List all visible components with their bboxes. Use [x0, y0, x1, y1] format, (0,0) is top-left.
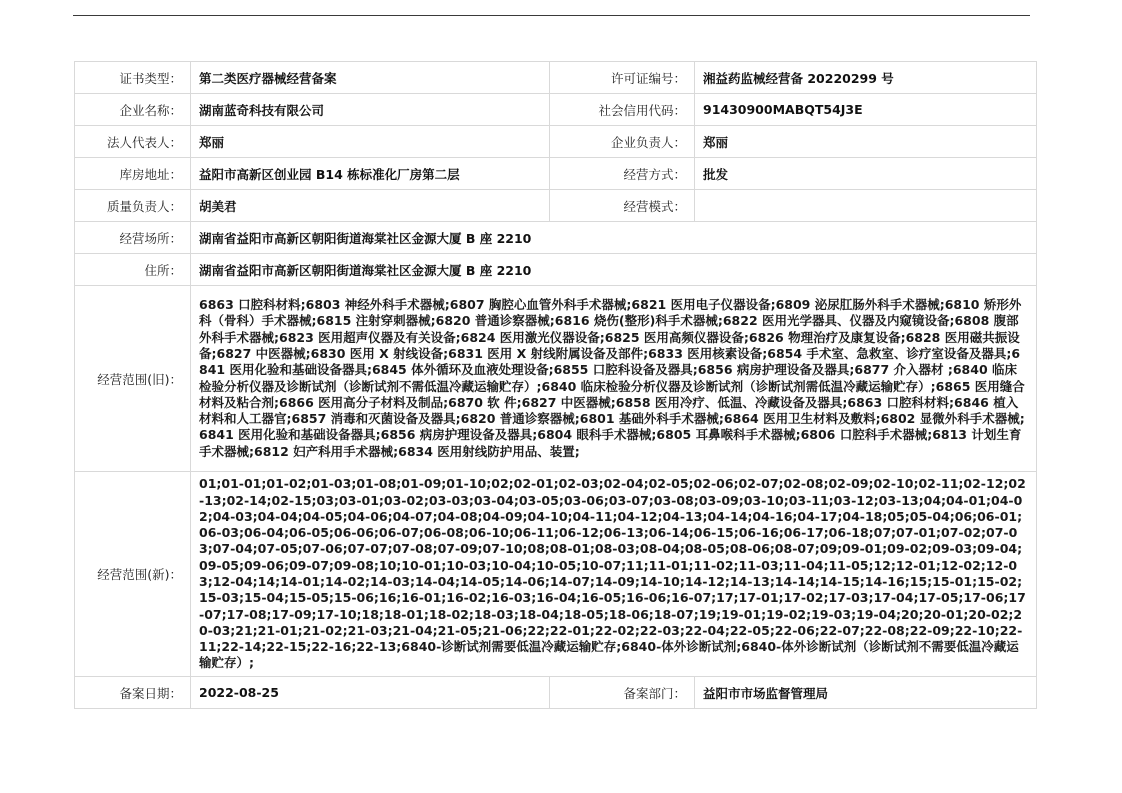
row-warehouse: [75, 158, 1037, 190]
license-no-label: 许可证编号：: [550, 62, 695, 94]
residence-value: 湖南省益阳市高新区朝阳街道海棠社区金源大厦 B 座 2210: [191, 254, 1037, 286]
business-model-value: [695, 190, 1037, 222]
record-dept-label: 备案部门：: [550, 677, 695, 709]
record-date-label: 备案日期：: [75, 677, 191, 709]
business-model-label: 经营模式：: [550, 190, 695, 222]
company-label: 企业名称：: [75, 94, 191, 126]
credit-code-value: 91430900MABQT54J3E: [695, 94, 1037, 126]
cert-type-value: 第二类医疗器械经营备案: [191, 62, 550, 94]
premises-value: 湖南省益阳市高新区朝阳街道海棠社区金源大厦 B 座 2210: [191, 222, 1037, 254]
row-scope-new: [75, 472, 1037, 677]
row-record-date: [75, 677, 1037, 709]
legal-rep-label: 法人代表人：: [75, 126, 191, 158]
record-date-value: 2022-08-25: [191, 677, 550, 709]
business-mode-label: 经营方式：: [550, 158, 695, 190]
record-table: [74, 61, 1037, 709]
premises-label: 经营场所：: [75, 222, 191, 254]
license-no-value: 湘益药监械经营备 20220299 号: [695, 62, 1037, 94]
scope-new-label: 经营范围(新)：: [75, 472, 191, 677]
top-divider: [73, 15, 1030, 16]
scope-new-value: 01;01-01;01-02;01-03;01-08;01-09;01-10;02;02-01;02-03;02-04;02-05;02-06;02-07;02-08;02-09;02-10;02-11;02-12;02-13;02-14;02-15;03;03-01;03-02;03-03;03-04;03-05;03-06;03-07;03-08;03-09;03-10;03-11;03-12;03-13;04;04-01;04-02;04-03;04-04;04-05;04-06;04-07;04-08;04-09;04-10;04-11;04-12;04-13;04-14;04-16;04-17;04-18;05;05-04;06;06-01;06-03;06-04;06-05;06-06;06-07;06-08;06-10;06-11;06-12;06-13;06-14;06-15;06-16;06-17;06-18;07;07-01;07-02;07-03;07-04;07-05;07-06;07-07;07-08;07-09;07-10;08;08-01;08-03;08-04;08-05;08-06;08-07;09;09-01;09-02;09-03;09-04;09-05;09-06;09-07;09-08;10;10-01;10-03;10-04;10-05;10-07;11;11-01;11-02;11-03;11-04;11-05;12;12-01;12-02;12-03;12-04;14;14-01;14-02;14-03;14-04;14-05;14-06;14-07;14-09;14-10;14-12;14-13;14-14;14-15;14-16;15;15-01;15-02;15-03;15-04;15-05;15-06;16;16-01;16-02;16-03;16-04;16-05;16-06;16-07;17;17-01;17-02;17-03;17-04;17-05;17-06;17-07;17-08;17-09;17-10;18;18-01;18-02;18-03;18-04;18-05;18-06;18-07;19;19-01;19-02;19-03;19-04;20;20-01;20-02;20-03;21;21-01;21-02;21-03;21-04;21-05;21-06;22;22-01;22-02;22-03;22-04;22-05;22-06;22-07;22-08;22-09;22-10;22-11;22-14;22-15;22-16;22-13;6840-诊断试剂需要低温冷藏运输贮存;6840-体外诊断试剂;6840-体外诊断试剂（诊断试剂不需要低温冷藏运输贮存）;: [191, 472, 1037, 677]
quality-head-label: 质量负责人：: [75, 190, 191, 222]
company-head-value: 郑丽: [695, 126, 1037, 158]
residence-label: 住所：: [75, 254, 191, 286]
row-scope-old: [75, 286, 1037, 472]
company-value: 湖南蓝奇科技有限公司: [191, 94, 550, 126]
credit-code-label: 社会信用代码：: [550, 94, 695, 126]
cert-type-label: 证书类型：: [75, 62, 191, 94]
warehouse-value: 益阳市高新区创业园 B14 栋标准化厂房第二层: [191, 158, 550, 190]
row-legal-rep: [75, 126, 1037, 158]
row-quality-head: [75, 190, 1037, 222]
quality-head-value: 胡美君: [191, 190, 550, 222]
company-head-label: 企业负责人：: [550, 126, 695, 158]
scope-old-value: 6863 口腔科材料;6803 神经外科手术器械;6807 胸腔心血管外科手术器械;6821 医用电子仪器设备;6809 泌尿肛肠外科手术器械;6810 矫形外科（骨科）手术器械;6815 注射穿刺器械;6820 普通诊察器械;6816 烧伤(整形)科手术器械;6822 医用光学器具、仪器及内窥镜设备;6808 腹部外科手术器械;6823 医用超声仪器及有关设备;6824 医用激光仪器设备;6825 医用高频仪器设备;6826 物理治疗及康复设备;6828 医用磁共振设备;6827 中医器械;6830 医用 X 射线设备;6831 医用 X 射线附属设备及部件;6833 医用核素设备;6854 手术室、急救室、诊疗室设备及器具;6841 医用化验和基础设备器具;6845 体外循环及血液处理设备;6855 口腔科设备及器具;6856 病房护理设备及器具;6877 介入器材 ;6840 临床检验分析仪器及诊断试剂（诊断试剂不需低温冷藏运输贮存）;6840 临床检验分析仪器及诊断试剂（诊断试剂需低温冷藏运输贮存）;6865 医用缝合材料及粘合剂;6866 医用高分子材料及制品;6870 软 件;6827 中医器械;6858 医用冷疗、低温、冷藏设备及器具;6863 口腔科材料;6846 植入材料和人工器官;6857 消毒和灭菌设备及器具;6820 普通诊察器械;6801 基础外科手术器械;6864 医用卫生材料及敷料;6802 显微外科手术器械;6841 医用化验和基础设备器具;6856 病房护理设备及器具;6804 眼科手术器械;6805 耳鼻喉科手术器械;6806 口腔科手术器械;6813 计划生育手术器械;6812 妇产科用手术器械;6834 医用射线防护用品、装置;: [191, 286, 1037, 472]
warehouse-label: 库房地址：: [75, 158, 191, 190]
row-cert-type: [75, 62, 1037, 94]
row-premises: [75, 222, 1037, 254]
record-dept-value: 益阳市市场监督管理局: [695, 677, 1037, 709]
scope-old-label: 经营范围(旧)：: [75, 286, 191, 472]
row-company: [75, 94, 1037, 126]
business-mode-value: 批发: [695, 158, 1037, 190]
row-residence: [75, 254, 1037, 286]
legal-rep-value: 郑丽: [191, 126, 550, 158]
